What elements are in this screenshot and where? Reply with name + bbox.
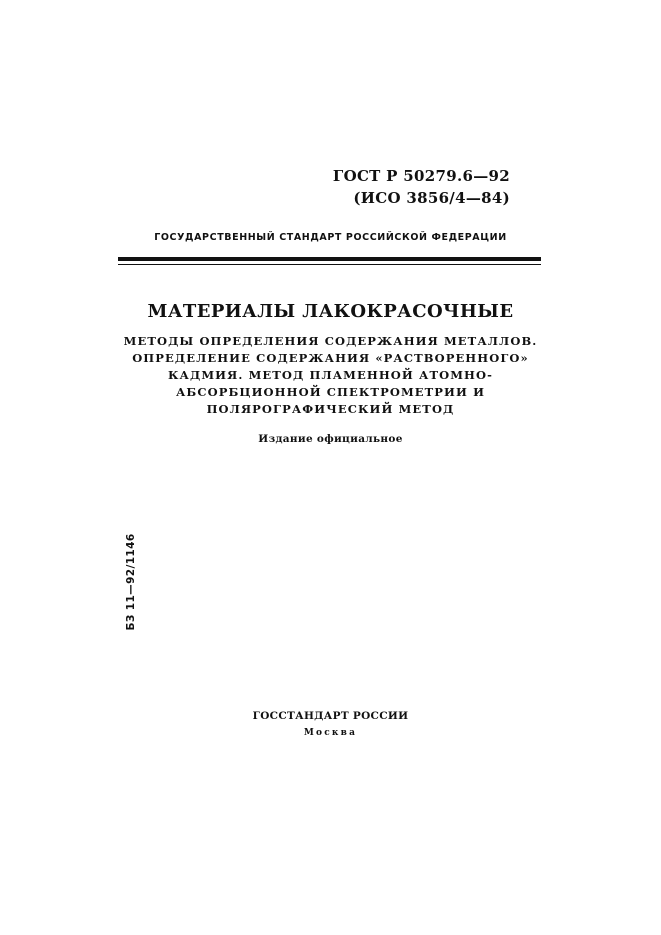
header-rule-thin xyxy=(118,264,541,265)
publisher-name: ГОССТАНДАРТ РОССИИ xyxy=(252,710,409,722)
subtitle-line: МЕТОДЫ ОПРЕДЕЛЕНИЯ СОДЕРЖАНИЯ МЕТАЛЛОВ. xyxy=(123,334,538,348)
registry-code: БЗ 11—92/1146 xyxy=(125,533,137,631)
organization-header: ГОСУДАРСТВЕННЫЙ СТАНДАРТ РОССИЙСКОЙ ФЕДЕРАЦИИ xyxy=(154,232,507,243)
subtitle-line: ОПРЕДЕЛЕНИЕ СОДЕРЖАНИЯ «РАСТВОРЕННОГО» xyxy=(132,351,529,365)
subtitle-line: КАДМИЯ. МЕТОД ПЛАМЕННОЙ АТОМНО- xyxy=(167,368,494,382)
document-title: МАТЕРИАЛЫ ЛАКОКРАСОЧНЫЕ xyxy=(147,301,514,322)
iso-reference: (ИСО 3856/4—84) xyxy=(353,189,510,207)
standard-number: ГОСТ Р 50279.6—92 xyxy=(332,167,510,185)
subtitle-line: АБСОРБЦИОННОЙ СПЕКТРОМЕТРИИ И xyxy=(175,385,486,399)
edition-label: Издание официальное xyxy=(258,433,403,445)
document-subtitle xyxy=(0,333,661,418)
subtitle-line: ПОЛЯРОГРАФИЧЕСКИЙ МЕТОД xyxy=(206,402,455,416)
header-rule-thick xyxy=(118,257,541,261)
publisher-city: Москва xyxy=(303,728,358,738)
